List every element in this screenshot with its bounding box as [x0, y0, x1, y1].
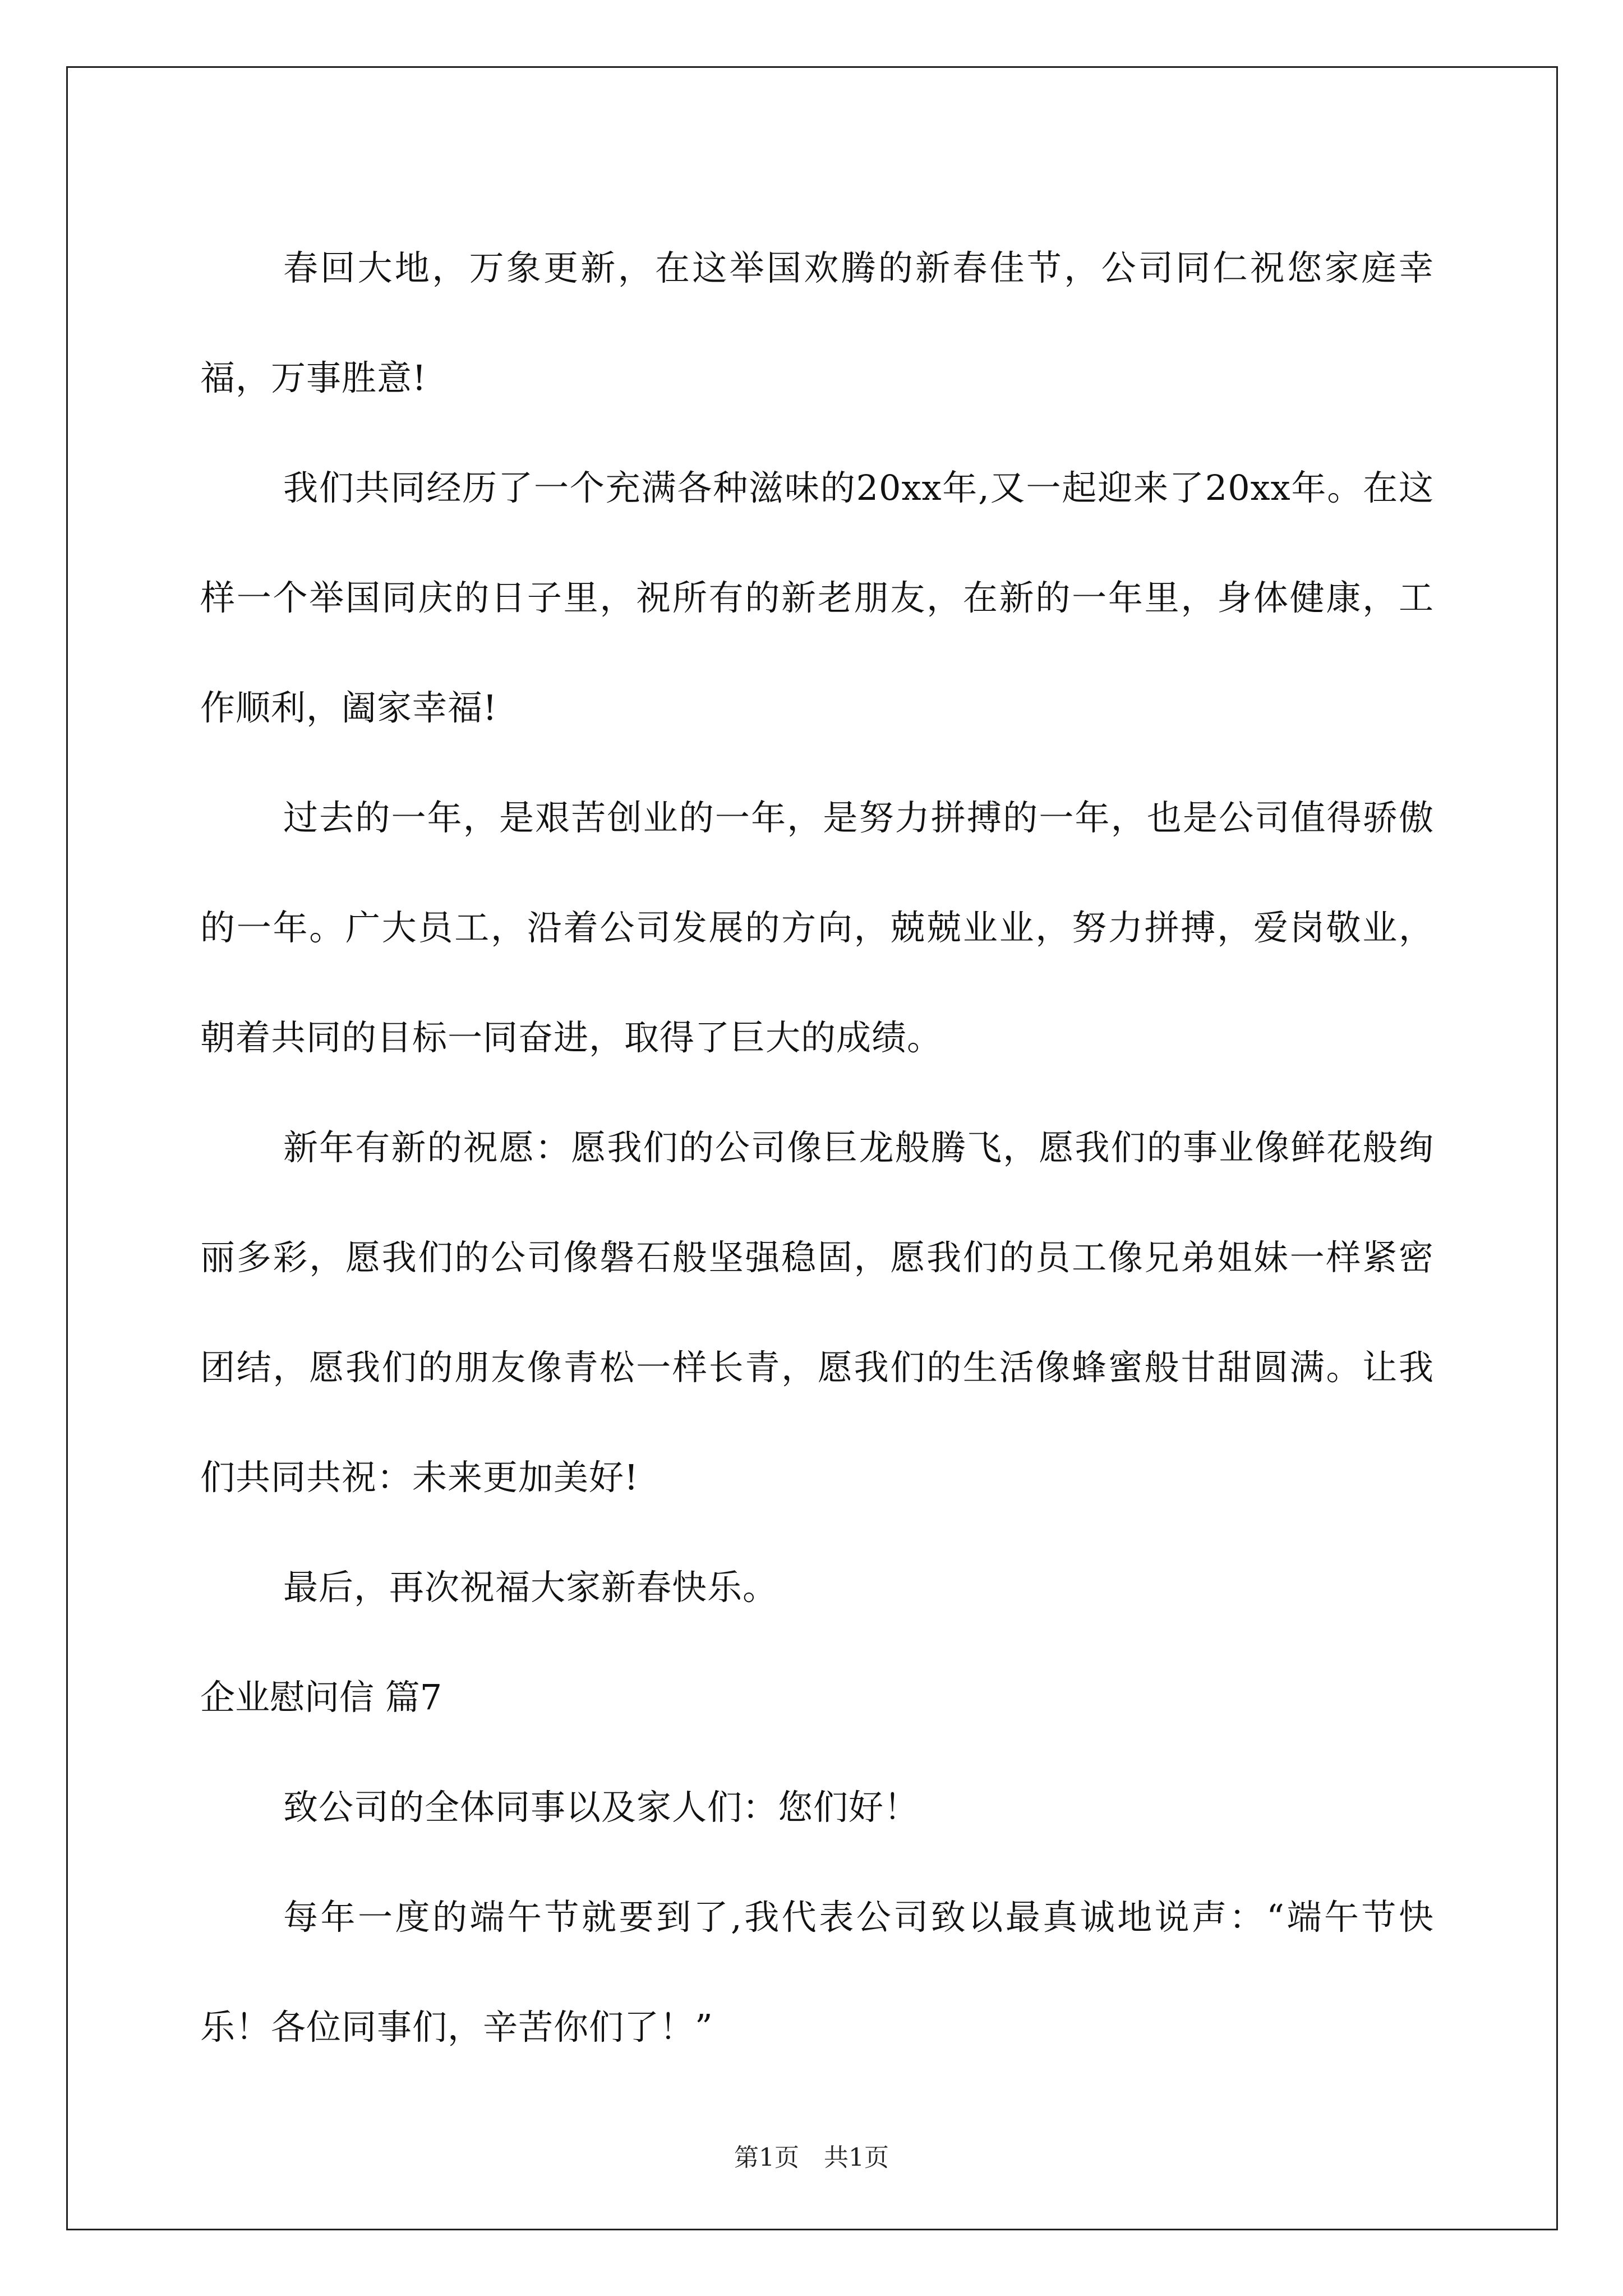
- paragraph: 新年有新的祝愿：愿我们的公司像巨龙般腾飞，愿我们的事业像鲜花般绚丽多彩，愿我们的公司像磐石般坚强稳固，愿我们的员工像兄弟姐妹一样紧密团结，愿我们的朋友像青松一样长青，愿我们的生活像蜂蜜般甘甜圆满。让我们共同共祝：未来更加美好!: [200, 1127, 1434, 1498]
- section-heading: 企业慰问信 篇7: [200, 1677, 442, 1718]
- page-footer: 第1页 共1页: [734, 2143, 889, 2172]
- salutation: 致公司的全体同事以及家人们：您们好！: [283, 1787, 920, 1828]
- paragraph: 过去的一年，是艰苦创业的一年，是努力拼搏的一年，也是公司值得骄傲的一年。广大员工，沿着公司发展的方向，兢兢业业，努力拼搏，爱岗敬业，朝着共同的目标一同奋进，取得了巨大的成绩。: [200, 797, 1434, 1058]
- document-body: [200, 213, 1434, 2082]
- paragraph: 最后，再次祝福大家新春快乐。: [283, 1567, 778, 1608]
- paragraph: 我们共同经历了一个充满各种滋味的20xx年,又一起迎来了20xx年。在这样一个举国同庆的日子里，祝所有的新老朋友，在新的一年里，身体健康，工作顺利，阖家幸福!: [200, 467, 1434, 728]
- paragraph: 春回大地，万象更新，在这举国欢腾的新春佳节，公司同仁祝您家庭幸福，万事胜意!: [200, 247, 1434, 398]
- paragraph: 每年一度的端午节就要到了,我代表公司致以最真诚地说声：“端午节快乐！各位同事们，辛苦你们了！”: [200, 1897, 1434, 2047]
